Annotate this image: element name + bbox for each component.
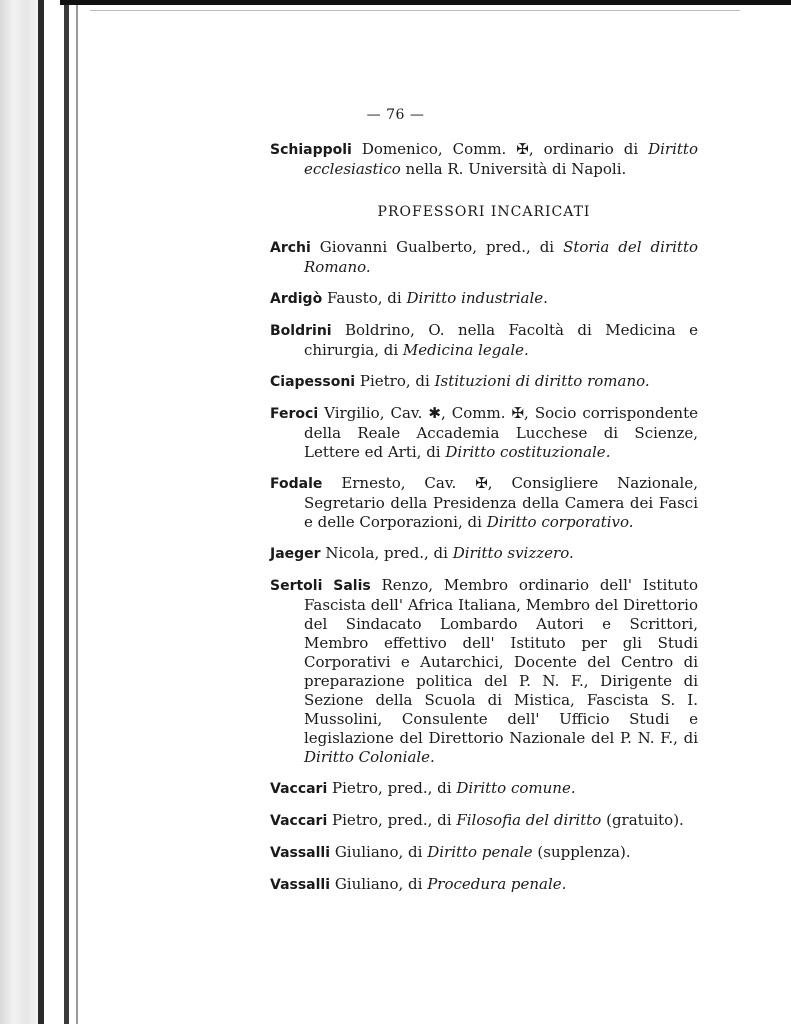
entry-surname: Jaeger: [270, 546, 321, 562]
entry-subject: Diritto svizzero.: [452, 544, 574, 562]
entry-description: Pietro, di: [359, 372, 430, 390]
top-faint-rule: [90, 10, 740, 11]
entry-surname: Ardigò: [270, 291, 323, 307]
entry-description: Domenico, Comm. ✠, ordinario di: [361, 140, 639, 158]
list-item: [270, 875, 698, 895]
list-item: [270, 474, 698, 532]
entry-surname: Vassalli: [270, 845, 331, 861]
entry-subject: Diritto corporativo.: [486, 513, 634, 531]
entry-description: Virgilio, Cav. ✱, Comm. ✠, Socio corrispondente della Reale Accademia Lucchese di Scienze, Lettere ed Arti, di: [304, 404, 699, 461]
list-item: [270, 289, 698, 309]
entry-surname: Ciapessoni: [270, 374, 356, 390]
entry-description: Giovanni Gualberto, pred., di: [319, 238, 555, 256]
page-number: — 76 —: [366, 107, 425, 123]
entry-description: Pietro, pred., di: [332, 779, 452, 797]
entry-description: Renzo, Membro ordinario dell' Istituto Fascista dell' Africa Italiana, Membro del Direttorio del Sindacato Lombardo Autori e Scrittori, Membro effettivo dell' Istituto per gli Studi Corporativi e Autarchici, Docente del Centro di preparazione politica del P. N. F., Dirigente di Sezione della Scuola di Mistica, Fascista S. I. Mussolini, Consulente dell' Ufficio Studi e legislazione del Direttorio Nazionale del P. N. F., di: [304, 576, 698, 747]
entry-description: Ernesto, Cav. ✠, Consigliere Nazionale, Segretario della Presidenza della Camera dei Fasci e delle Corporazioni, di: [304, 474, 698, 531]
entries-list: [270, 238, 698, 895]
entry-subject: Diritto ecclesiastico: [304, 140, 698, 178]
list-item: [270, 321, 698, 360]
entry-description: Pietro, pred., di: [332, 811, 452, 829]
entry-schiappoli: [270, 140, 698, 179]
entry-surname: Archi: [270, 240, 311, 256]
entry-surname: Vassalli: [270, 877, 331, 893]
entry-surname: Vaccari: [270, 813, 328, 829]
entry-subject: Storia del diritto Romano.: [304, 238, 699, 276]
list-item: [270, 779, 698, 799]
entry-subject: Diritto comune.: [456, 779, 576, 797]
entry-surname: Schiappoli: [270, 142, 352, 158]
entry-description: Nicola, pred., di: [325, 544, 448, 562]
book-spine-edge: [38, 0, 44, 1024]
entry-surname: Feroci: [270, 406, 319, 422]
entry-surname: Sertoli Salis: [270, 578, 371, 594]
list-item: [270, 576, 698, 767]
entry-surname: Fodale: [270, 476, 323, 492]
list-item: [270, 404, 698, 462]
entry-subject: Procedura penale.: [427, 875, 567, 893]
page-gutter-line: [64, 0, 69, 1024]
entry-subject: Istituzioni di diritto romano.: [434, 372, 650, 390]
list-item: [270, 843, 698, 863]
entry-description: Giuliano, di: [334, 875, 423, 893]
entry-subject: Diritto industriale.: [406, 289, 548, 307]
entry-suffix: (gratuito).: [606, 811, 684, 829]
list-item: [270, 238, 698, 277]
list-item: [270, 811, 698, 831]
entry-surname: Boldrini: [270, 323, 332, 339]
entry-subject: Diritto costituzionale.: [445, 443, 611, 461]
entry-subject: Diritto penale: [427, 843, 533, 861]
page-text: [270, 140, 698, 907]
list-item: [270, 544, 698, 564]
entry-description: Fausto, di: [326, 289, 402, 307]
entry-subject: Diritto Coloniale.: [304, 748, 435, 766]
list-item: [270, 372, 698, 392]
page-gutter-shadow: [76, 0, 78, 1024]
entry-subject: Filosofia del diritto: [456, 811, 602, 829]
top-edge-rule: [60, 0, 791, 5]
entry-subject: Medicina legale.: [402, 341, 529, 359]
section-heading: PROFESSORI INCARICATI: [377, 204, 591, 220]
entry-description: Boldrino, O. nella Facoltà di Medicina e chirurgia, di: [304, 321, 698, 359]
entry-description: Giuliano, di: [334, 843, 423, 861]
entry-suffix: (supplenza).: [537, 843, 631, 861]
entry-suffix: nella R. Università di Napoli.: [405, 160, 627, 178]
entry-surname: Vaccari: [270, 781, 328, 797]
